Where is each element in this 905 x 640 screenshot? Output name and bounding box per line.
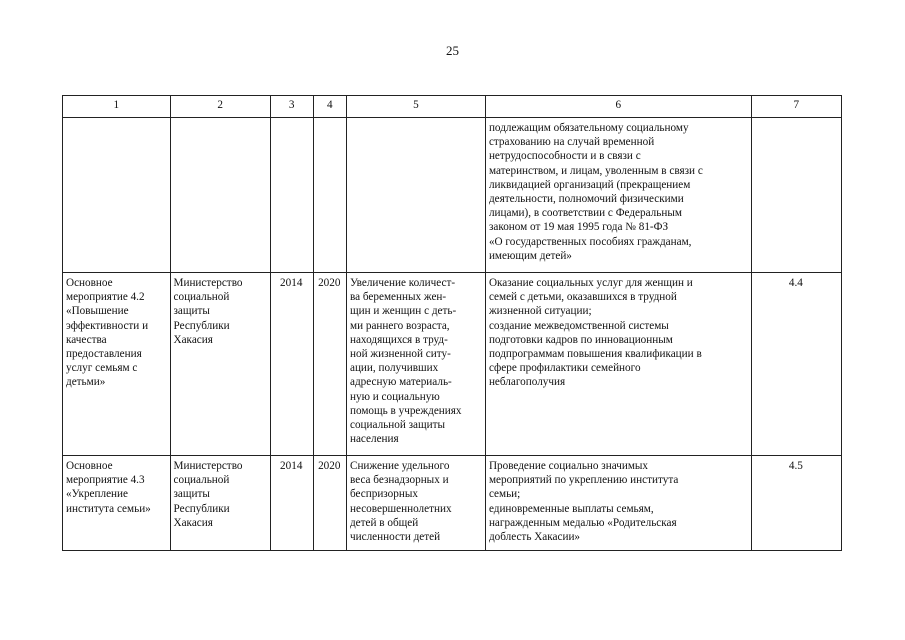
text-line: Увеличение количест-	[349, 277, 456, 289]
header-cell-4: 4	[313, 96, 346, 118]
text-line: подпрограммам повышения квалификации в	[488, 348, 702, 361]
table-row	[63, 456, 842, 551]
text-line: ации, получивших	[349, 362, 439, 375]
text-line: Республики	[173, 319, 230, 332]
text-line: Оказание социальных услуг для женщин и	[488, 277, 693, 289]
description-cell	[485, 456, 751, 551]
text-line: «Повышение	[66, 305, 129, 318]
text-line: социальной	[173, 474, 230, 487]
text-line: нетрудоспособности и в связи с	[488, 150, 641, 163]
end-year-cell: 2020	[313, 456, 346, 551]
text-line: ной жизненной ситу-	[349, 348, 451, 361]
executor-cell	[170, 273, 270, 456]
cell-col7	[751, 118, 841, 273]
text-line: «Укрепление	[66, 488, 128, 501]
header-cell-1: 1	[63, 96, 171, 118]
text-line: Проведение социально значимых	[488, 460, 649, 472]
text-line: ликвидацией организаций (прекращением	[488, 178, 691, 191]
text-line: социальной	[173, 291, 230, 304]
text-line: ми раннего возраста,	[349, 319, 450, 332]
text-line: защиты	[173, 305, 210, 318]
description-cell	[485, 273, 751, 456]
text-line: мероприятие 4.2	[66, 291, 145, 304]
text-line: Снижение удельного	[349, 460, 450, 472]
start-year-cell: 2014	[270, 273, 313, 456]
text-line: доблесть Хакасии»	[488, 531, 581, 544]
text-line: сфере профилактики семейного	[488, 362, 641, 375]
measure-name-cell	[63, 456, 171, 551]
text-line: услуг семьям с	[66, 362, 138, 375]
page-number: 25	[446, 43, 459, 58]
start-year-cell: 2014	[270, 456, 313, 551]
text-line: беспризорных	[349, 488, 418, 501]
text-line: создание межведомственной системы	[488, 319, 669, 332]
text-line: помощь в учреждениях	[349, 404, 462, 417]
text-line: семьи;	[488, 488, 521, 501]
text-line: несовершеннолетних	[349, 502, 452, 515]
text-line: защиты	[173, 488, 210, 501]
text-line: страхованию на случай временной	[488, 136, 655, 149]
text-line: Министерство	[173, 460, 243, 472]
header-cell-6: 6	[485, 96, 751, 118]
cell-col2	[170, 118, 270, 273]
text-line: численности детей	[349, 531, 441, 544]
text-line: Основное	[66, 277, 113, 289]
text-line: Хакасия	[173, 516, 213, 529]
text-line: законом от 19 мая 1995 года № 81-ФЗ	[488, 221, 669, 234]
indicator-ref-cell: 4.5	[751, 456, 841, 551]
cell-col6	[485, 118, 751, 273]
text-line: мероприятий по укреплению института	[488, 474, 679, 487]
text-line: подлежащим обязательному социальному	[488, 122, 689, 134]
text-line: подготовки кадров по инновационным	[488, 333, 673, 346]
header-cell-3: 3	[270, 96, 313, 118]
result-cell	[346, 456, 485, 551]
cell-col1	[63, 118, 171, 273]
text-line: детей в общей	[349, 516, 419, 529]
text-line: имеющим детей»	[488, 249, 572, 262]
text-line: «О государственных пособиях гражданам,	[488, 235, 692, 248]
text-line: населения	[349, 433, 399, 446]
text-line: Основное	[66, 460, 113, 472]
cell-col5	[346, 118, 485, 273]
text-line: семей с детьми, оказавшихся в трудной	[488, 291, 677, 304]
text-line: ва беременных жен-	[349, 291, 447, 304]
text-line: Республики	[173, 502, 230, 515]
text-line: деятельности, полномочий физическими	[488, 193, 684, 206]
text-line: веса безнадзорных и	[349, 474, 449, 487]
text-line: социальной защиты	[349, 419, 446, 432]
header-row	[63, 96, 842, 118]
text-line: адресную материаль-	[349, 376, 452, 389]
measure-name-cell	[63, 273, 171, 456]
header-cell-5: 5	[346, 96, 485, 118]
executor-cell	[170, 456, 270, 551]
header-cell-7: 7	[751, 96, 841, 118]
text-line: качества	[66, 333, 107, 346]
table-row-continuation	[63, 118, 842, 273]
text-line: единовременные выплаты семьям,	[488, 502, 654, 515]
table-row	[63, 273, 842, 456]
text-line: находящихся в труд-	[349, 333, 448, 346]
text-line: предоставления	[66, 348, 142, 361]
text-line: неблагополучия	[488, 376, 566, 389]
header-cell-2: 2	[170, 96, 270, 118]
indicator-ref-cell: 4.4	[751, 273, 841, 456]
text-line: награжденным медалью «Родительская	[488, 516, 677, 529]
text-line: материнством, и лицам, уволенным в связи с	[488, 164, 703, 177]
text-line: детьми»	[66, 376, 106, 389]
text-line: щин и женщин с деть-	[349, 305, 457, 318]
text-line: лицами), в соответствии с Федеральным	[488, 207, 682, 220]
text-line: Министерство	[173, 277, 243, 289]
result-cell	[346, 273, 485, 456]
text-line: Хакасия	[173, 333, 213, 346]
text-line: мероприятие 4.3	[66, 474, 145, 487]
cell-col3	[270, 118, 313, 273]
measures-table	[62, 95, 842, 551]
text-line: ную и социальную	[349, 390, 440, 403]
text-line: жизненной ситуации;	[488, 305, 592, 318]
end-year-cell: 2020	[313, 273, 346, 456]
text-line: эффективности и	[66, 319, 149, 332]
cell-col4	[313, 118, 346, 273]
text-line: института семьи»	[66, 502, 151, 515]
